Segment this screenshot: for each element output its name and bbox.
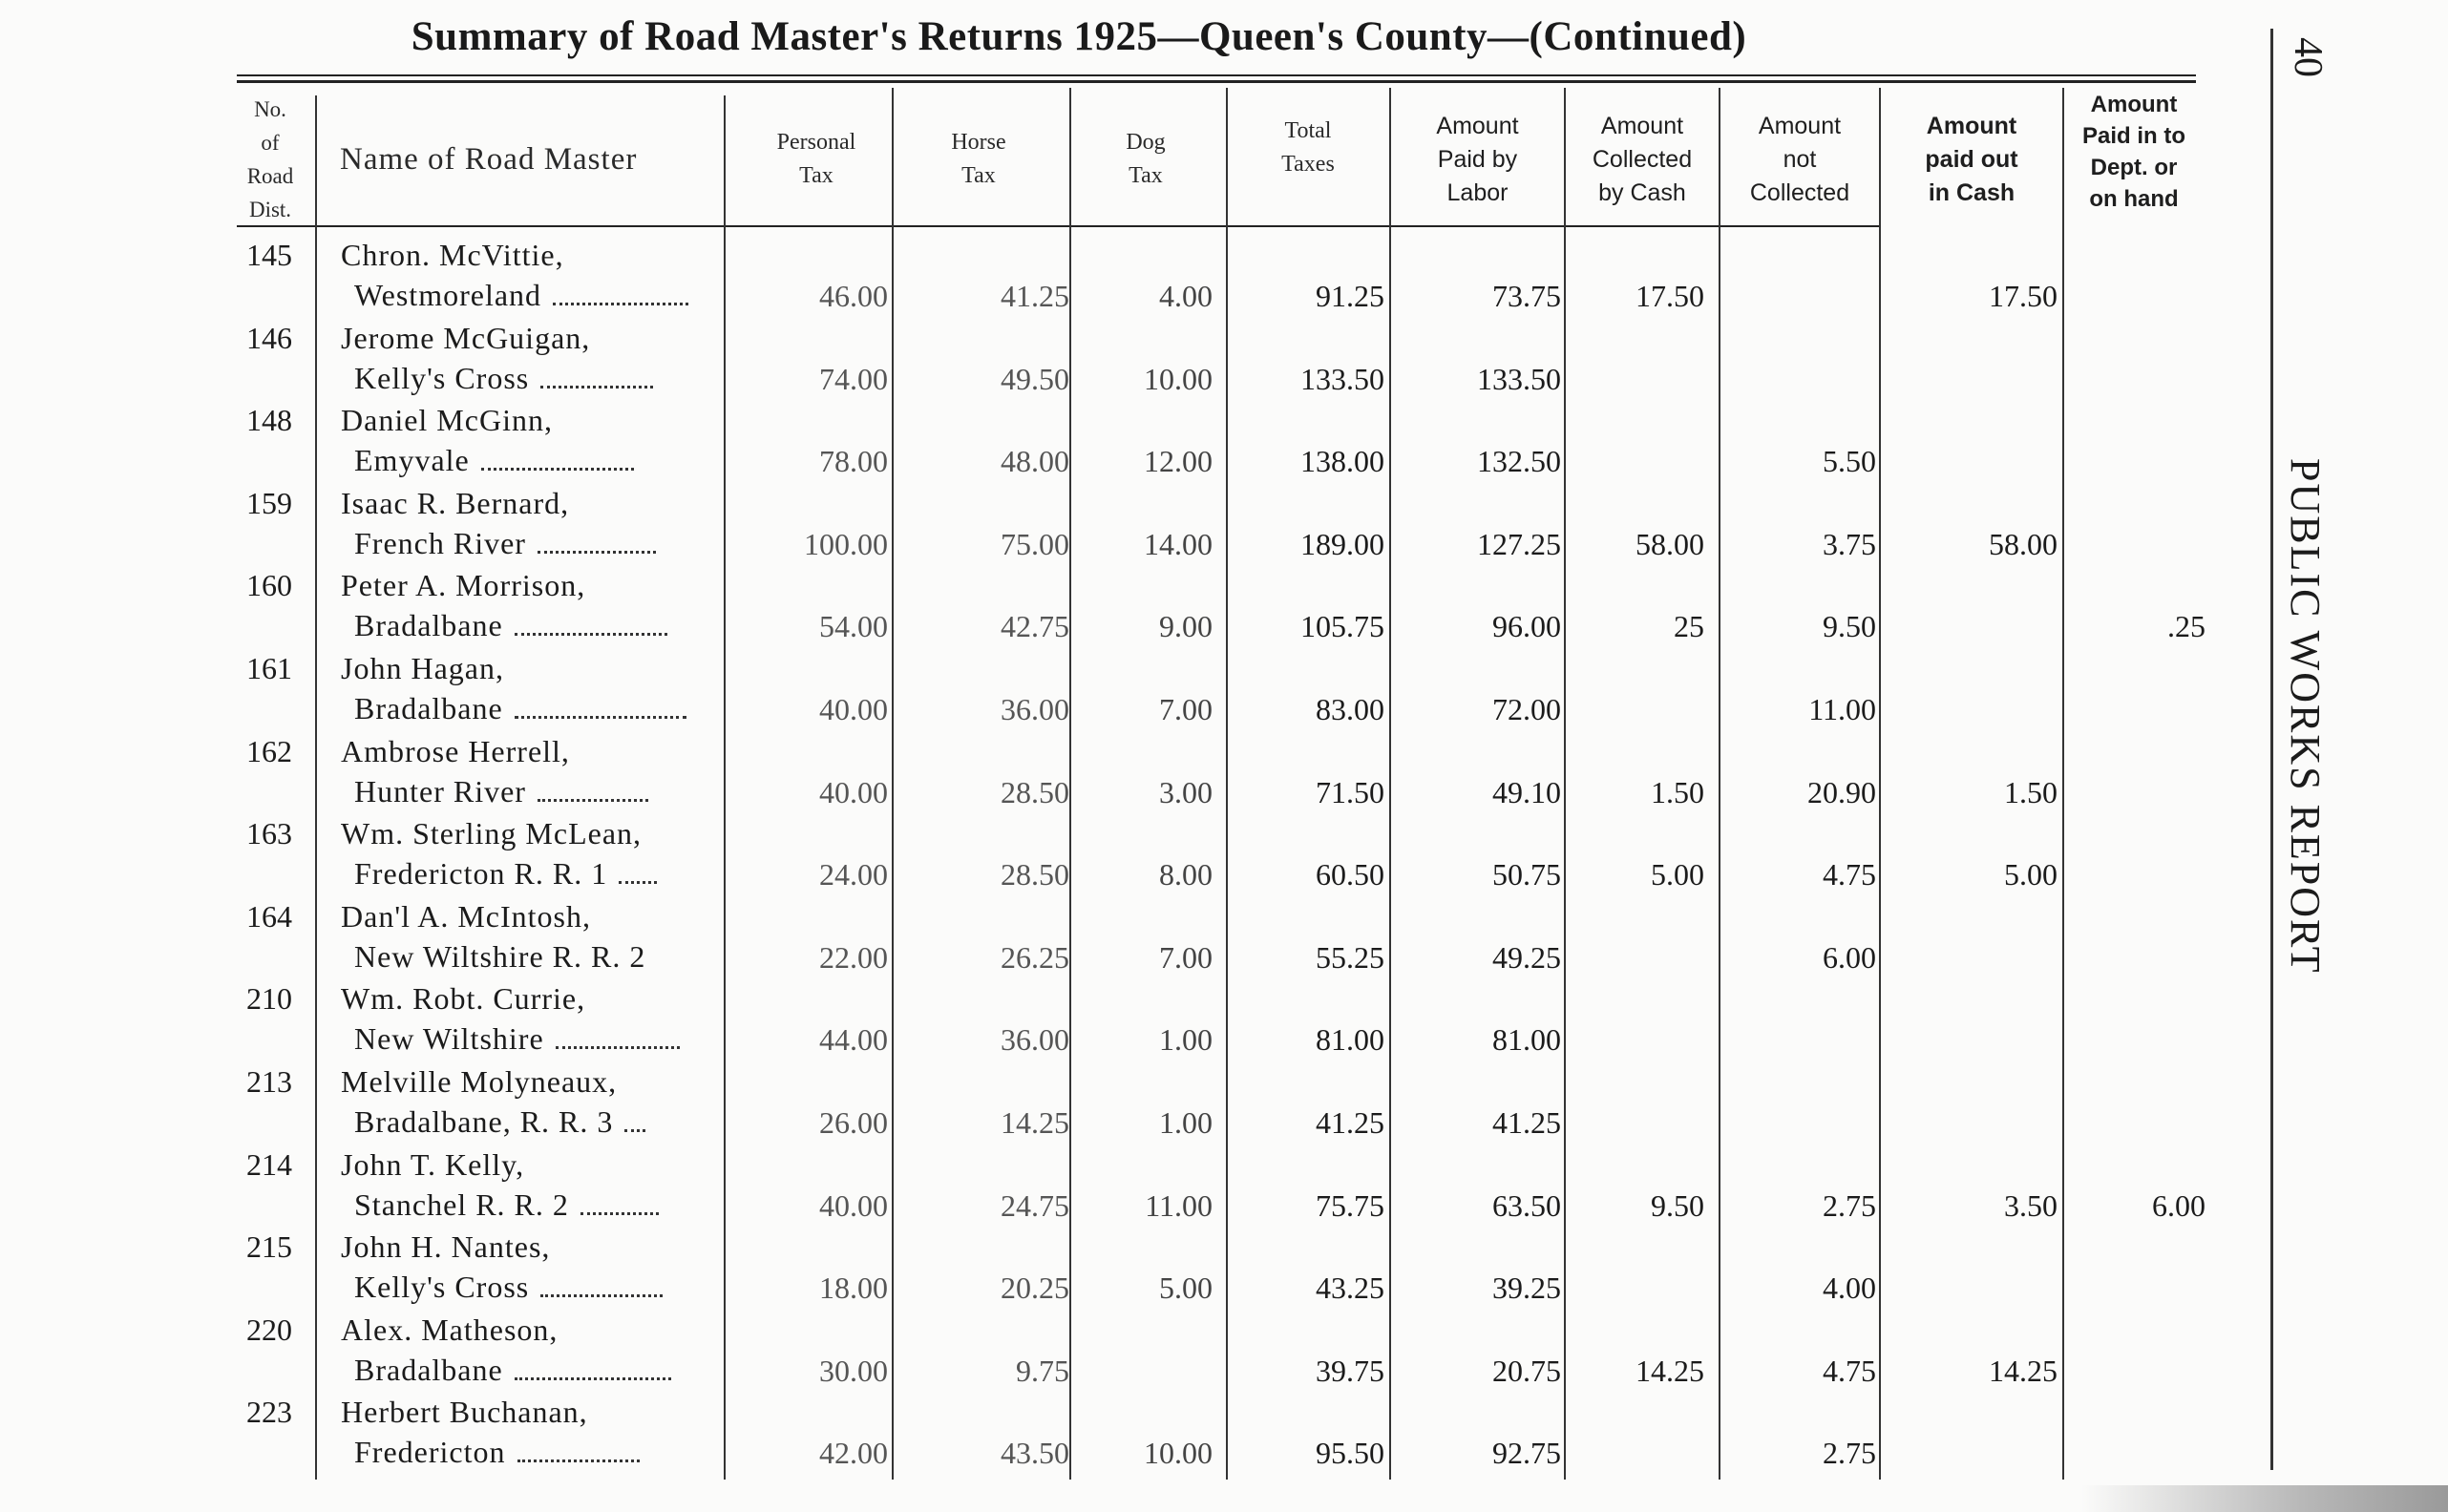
road-district-number: 215 [246, 1229, 292, 1265]
cell-pt: 22.00 [819, 939, 888, 975]
cell-pt: 26.00 [819, 1105, 888, 1140]
cell-pt: 46.00 [819, 279, 888, 313]
location-text: Bradalbane, R. R. 3 [354, 1104, 614, 1139]
table-row [0, 318, 2291, 401]
road-master-name: John Hagan, [341, 651, 504, 685]
cell-tt: 81.00 [1316, 1022, 1384, 1058]
location-text: Bradalbane [354, 608, 503, 643]
cell-tt: 43.25 [1316, 1270, 1384, 1306]
cell-tt: 60.50 [1316, 857, 1384, 892]
cell-ht: 42.75 [1001, 609, 1069, 644]
cell-ht: 36.00 [1001, 692, 1069, 726]
cell-lab: 63.50 [1492, 1187, 1561, 1223]
cell-dt: 1.00 [1159, 1105, 1213, 1140]
road-district-number: 148 [246, 403, 292, 438]
location-text: New Wiltshire [354, 1021, 544, 1057]
road-master-name: Daniel McGinn, [341, 403, 553, 438]
cell-pt: 40.00 [819, 774, 888, 809]
cell-cash: 25 [1674, 609, 1704, 644]
cell-nc: 5.50 [1823, 444, 1876, 479]
road-district-number: 160 [246, 568, 292, 603]
leader-dots [515, 1364, 671, 1380]
cell-po: 17.50 [1989, 279, 2058, 313]
cell-lab: 96.00 [1492, 609, 1561, 644]
table-row [0, 235, 2291, 318]
cell-lab: 41.25 [1492, 1105, 1561, 1140]
table-row [0, 648, 2291, 731]
road-master-location [354, 771, 648, 812]
road-master-name: Herbert Buchanan, [341, 1395, 588, 1430]
header-not-collected: Amount not Collected [1749, 112, 1850, 206]
cell-lab: 92.75 [1492, 1436, 1561, 1471]
cell-cash: 5.00 [1651, 857, 1704, 892]
cell-nc: 3.75 [1823, 526, 1876, 561]
cell-nc: 2.75 [1823, 1436, 1876, 1471]
leader-dots [515, 703, 686, 719]
road-master-name: Wm. Robt. Currie, [341, 981, 586, 1017]
table-row [0, 483, 2291, 566]
table-row [0, 400, 2291, 483]
road-master-location [354, 688, 686, 729]
cell-lab: 81.00 [1492, 1022, 1561, 1058]
cell-lab: 20.75 [1492, 1353, 1561, 1388]
cell-tt: 138.00 [1300, 444, 1384, 479]
cell-cash: 1.50 [1651, 774, 1704, 809]
header-paid-by-labor: Amount Paid by Labor [1436, 112, 1519, 206]
leader-dots [517, 1446, 640, 1462]
cell-lab: 127.25 [1477, 526, 1561, 561]
cell-nc: 11.00 [1808, 692, 1876, 726]
location-text: Bradalbane [354, 1352, 503, 1387]
location-text: Hunter River [354, 773, 526, 808]
cell-ht: 48.00 [1001, 444, 1069, 479]
cell-ht: 24.75 [1001, 1187, 1069, 1223]
cell-po: 14.25 [1989, 1353, 2058, 1388]
header-total-taxes: Total Taxes [1281, 118, 1335, 177]
cell-pt: 18.00 [819, 1270, 888, 1306]
cell-lab: 132.50 [1477, 444, 1561, 479]
header-dog-tax: Dog Tax [1126, 130, 1166, 188]
leader-dots [538, 786, 648, 802]
leader-dots [540, 1281, 663, 1297]
cell-po: 1.50 [2004, 774, 2058, 809]
cell-nc: 4.00 [1823, 1270, 1876, 1306]
road-master-location [354, 853, 657, 894]
cell-tt: 83.00 [1316, 692, 1384, 726]
cell-tt: 41.25 [1316, 1105, 1384, 1140]
cell-tt: 91.25 [1316, 279, 1384, 313]
cell-lab: 49.25 [1492, 939, 1561, 975]
cell-lab: 50.75 [1492, 857, 1561, 892]
table-row [0, 978, 2291, 1061]
page-number: 40 [2286, 37, 2330, 77]
cell-ht: 20.25 [1001, 1270, 1069, 1306]
cell-lab: 133.50 [1477, 361, 1561, 396]
road-master-location [354, 275, 688, 316]
cell-nc: 2.75 [1823, 1187, 1876, 1223]
table-row [0, 1061, 2291, 1144]
cell-dt: 9.00 [1159, 609, 1213, 644]
road-master-location [354, 1185, 659, 1226]
side-running-title: PUBLIC WORKS REPORT [2282, 458, 2329, 975]
header-personal-tax: Personal Tax [776, 130, 856, 188]
cell-ht: 41.25 [1001, 279, 1069, 313]
cell-pt: 54.00 [819, 609, 888, 644]
leader-dots [553, 289, 688, 305]
cell-dt: 8.00 [1159, 857, 1213, 892]
cell-dt: 11.00 [1145, 1187, 1213, 1223]
road-district-number: 163 [246, 816, 292, 851]
cell-pt: 44.00 [819, 1022, 888, 1058]
road-master-location [354, 1432, 640, 1473]
cell-dt: 14.00 [1144, 526, 1213, 561]
cell-ht: 26.25 [1001, 939, 1069, 975]
table-row [0, 813, 2291, 896]
location-text: Kelly's Cross [354, 1270, 530, 1305]
table-row [0, 1392, 2291, 1475]
cell-dt: 1.00 [1159, 1022, 1213, 1058]
leader-dots [481, 454, 634, 471]
table-row [0, 896, 2291, 979]
road-master-name: Isaac R. Bernard, [341, 485, 570, 520]
cell-tt: 133.50 [1300, 361, 1384, 396]
cell-pt: 42.00 [819, 1436, 888, 1471]
cell-nc: 4.75 [1823, 1353, 1876, 1388]
road-master-name: Ambrose Herrell, [341, 733, 570, 768]
road-master-name: Peter A. Morrison, [341, 568, 586, 603]
road-district-number: 214 [246, 1146, 292, 1182]
leader-dots [624, 1116, 645, 1132]
road-master-location [354, 605, 667, 646]
cell-ht: 14.25 [1001, 1105, 1069, 1140]
road-master-location [354, 523, 656, 564]
road-master-location [354, 358, 653, 399]
road-district-number: 210 [246, 981, 292, 1017]
header-horse-tax: Horse Tax [951, 130, 1006, 188]
cell-nc: 20.90 [1807, 774, 1876, 809]
header-collected-by-cash: Amount Collected by Cash [1592, 112, 1693, 206]
location-text: Emyvale [354, 443, 470, 478]
header-road-master: Name of Road Master [340, 141, 638, 177]
road-master-location [354, 1102, 645, 1143]
cell-pt: 24.00 [819, 857, 888, 892]
cell-po: 3.50 [2004, 1187, 2058, 1223]
cell-po: 5.00 [2004, 857, 2058, 892]
road-master-name: Jerome McGuigan, [341, 320, 591, 355]
cell-dt: 7.00 [1159, 692, 1213, 726]
cell-tt: 105.75 [1300, 609, 1384, 644]
cell-tt: 71.50 [1316, 774, 1384, 809]
cell-dt: 7.00 [1159, 939, 1213, 975]
cell-dt: 10.00 [1144, 361, 1213, 396]
road-district-number: 159 [246, 485, 292, 520]
road-master-name: Dan'l A. McIntosh, [341, 898, 591, 934]
road-district-number: 213 [246, 1064, 292, 1099]
cell-lab: 72.00 [1492, 692, 1561, 726]
cell-pt: 40.00 [819, 1187, 888, 1223]
header-top-rule-1 [237, 74, 2196, 76]
cell-cash: 9.50 [1651, 1187, 1704, 1223]
cell-dt: 5.00 [1159, 1270, 1213, 1306]
road-master-name: John H. Nantes, [341, 1229, 551, 1265]
page-title: Summary of Road Master's Returns 1925—Queen's County—(Continued) [411, 14, 1747, 59]
cell-pt: 30.00 [819, 1353, 888, 1388]
location-text: Westmoreland [354, 278, 542, 312]
cell-dept: 6.00 [2152, 1187, 2205, 1223]
road-master-name: Alex. Matheson, [341, 1312, 559, 1347]
cell-lab: 73.75 [1492, 279, 1561, 313]
cell-nc: 4.75 [1823, 857, 1876, 892]
location-text: Kelly's Cross [354, 360, 530, 395]
header-road-dist: No. of Road Dist. [246, 97, 294, 221]
cell-ht: 9.75 [1016, 1353, 1069, 1388]
cell-cash: 17.50 [1636, 279, 1704, 313]
header-paid-to-dept: Amount Paid in to Dept. or on hand [2082, 92, 2185, 212]
cell-lab: 39.25 [1492, 1270, 1561, 1306]
cell-pt: 40.00 [819, 692, 888, 726]
table-row [0, 1144, 2291, 1228]
leader-dots [540, 372, 653, 388]
location-text: French River [354, 525, 526, 560]
table-row [0, 731, 2291, 814]
road-district-number: 161 [246, 651, 292, 685]
page-edge-shadow [2081, 1485, 2448, 1512]
road-master-location [354, 1267, 663, 1308]
table-row [0, 1227, 2291, 1310]
road-district-number: 146 [246, 320, 292, 355]
cell-dt: 4.00 [1159, 279, 1213, 313]
table-row [0, 1310, 2291, 1393]
cell-lab: 49.10 [1492, 774, 1561, 809]
location-text: New Wiltshire R. R. 2 [354, 938, 646, 974]
cell-ht: 36.00 [1001, 1022, 1069, 1058]
cell-tt: 189.00 [1300, 526, 1384, 561]
leader-dots [515, 620, 667, 636]
road-master-location [354, 440, 634, 481]
cell-tt: 55.25 [1316, 939, 1384, 975]
cell-dt: 10.00 [1144, 1436, 1213, 1471]
cell-ht: 43.50 [1001, 1436, 1069, 1471]
cell-pt: 100.00 [804, 526, 888, 561]
cell-pt: 78.00 [819, 444, 888, 479]
cell-ht: 28.50 [1001, 774, 1069, 809]
cell-dept: .25 [2167, 609, 2205, 644]
cell-ht: 75.00 [1001, 526, 1069, 561]
cell-nc: 9.50 [1823, 609, 1876, 644]
cell-cash: 58.00 [1636, 526, 1704, 561]
road-district-number: 223 [246, 1395, 292, 1430]
road-master-name: Wm. Sterling McLean, [341, 816, 643, 851]
location-text: Bradalbane [354, 691, 503, 725]
cell-ht: 49.50 [1001, 361, 1069, 396]
road-master-location [354, 1018, 680, 1060]
cell-dt: 3.00 [1159, 774, 1213, 809]
location-text: Fredericton [354, 1435, 506, 1470]
cell-ht: 28.50 [1001, 857, 1069, 892]
road-master-name: John T. Kelly, [341, 1146, 525, 1182]
road-master-location [354, 1350, 671, 1391]
cell-pt: 74.00 [819, 361, 888, 396]
road-district-number: 164 [246, 898, 292, 934]
cell-tt: 75.75 [1316, 1187, 1384, 1223]
cell-nc: 6.00 [1823, 939, 1876, 975]
road-master-name: Chron. McVittie, [341, 238, 564, 272]
leader-dots [580, 1199, 659, 1215]
leader-dots [538, 537, 656, 554]
table-row [0, 565, 2291, 648]
road-district-number: 145 [246, 238, 292, 272]
location-text: Fredericton R. R. 1 [354, 856, 608, 892]
leader-dots [556, 1033, 680, 1049]
cell-po: 58.00 [1989, 526, 2058, 561]
road-master-location [354, 936, 645, 977]
road-master-name: Melville Molyneaux, [341, 1064, 618, 1099]
road-district-number: 220 [246, 1312, 292, 1347]
leader-dots [619, 868, 657, 884]
cell-tt: 39.75 [1316, 1353, 1384, 1388]
cell-dt: 12.00 [1144, 444, 1213, 479]
cell-cash: 14.25 [1636, 1353, 1704, 1388]
location-text: Stanchel R. R. 2 [354, 1186, 569, 1222]
cell-tt: 95.50 [1316, 1436, 1384, 1471]
header-paid-out-cash: Amount paid out in Cash [1925, 112, 2018, 206]
header-top-rule-2 [237, 80, 2196, 83]
road-district-number: 162 [246, 733, 292, 768]
